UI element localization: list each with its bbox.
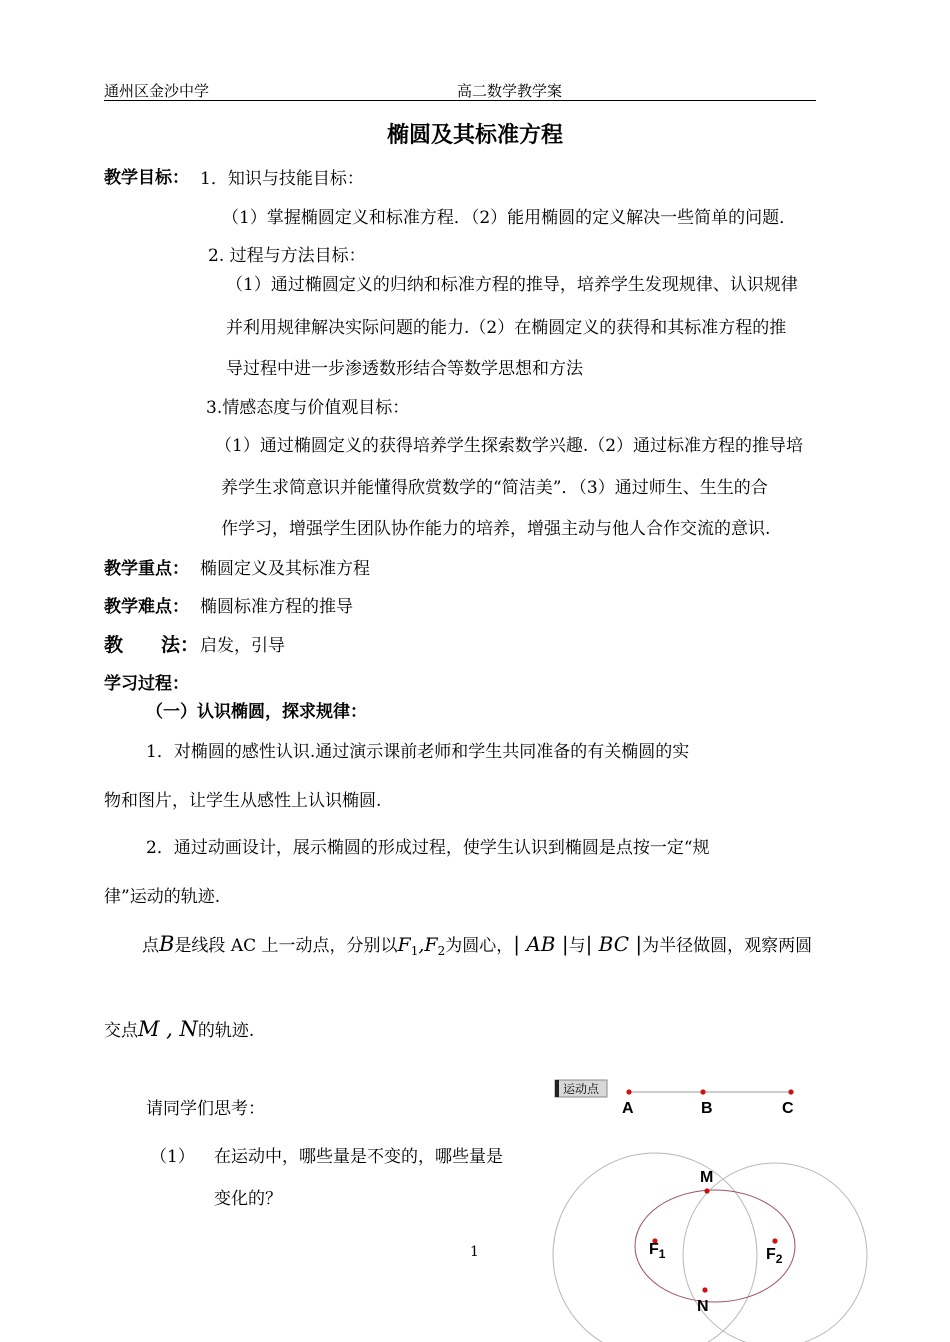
page-number: 1 bbox=[470, 1244, 479, 1260]
point-b[interactable] bbox=[700, 1089, 705, 1094]
label-f1: $F_1$ bbox=[649, 1241, 666, 1261]
knowledge-heading: 1．知识与技能目标： bbox=[200, 169, 364, 189]
label-a: A bbox=[622, 1100, 634, 1117]
para-prefix: 点 bbox=[142, 936, 159, 956]
question-1-line-1: 在运动中，哪些量是不变的，哪些量是 bbox=[214, 1147, 503, 1167]
point-m bbox=[704, 1188, 709, 1193]
question-1-number: （1） bbox=[150, 1147, 195, 1167]
process-heading: 2. 过程与方法目标： bbox=[208, 246, 366, 266]
label-c: C bbox=[782, 1100, 794, 1117]
ellipse-construction-figure bbox=[540, 1070, 870, 1342]
item-2-line-1: 2．通过动画设计，展示椭圆的形成过程，使学生认识到椭圆是点按一定“规 bbox=[146, 838, 710, 858]
point-n bbox=[702, 1287, 707, 1292]
item-1-line-2: 物和图片，让学生从感性上认识椭圆. bbox=[104, 791, 382, 811]
para-mid-2: 为圆心， bbox=[445, 936, 514, 956]
header-school: 通州区金沙中学 bbox=[104, 82, 210, 100]
move-point-button-label: 运动点 bbox=[563, 1082, 600, 1096]
item-2-line-2: 律”运动的轨迹. bbox=[104, 887, 221, 907]
label-m: M bbox=[700, 1169, 714, 1186]
label-f2: $F_2$ bbox=[766, 1246, 783, 1266]
para2-prefix: 交点 bbox=[104, 1021, 138, 1041]
question-1-line-2: 变化的？ bbox=[214, 1189, 282, 1209]
emotion-heading: 3.情感态度与价值观目标： bbox=[206, 398, 410, 418]
item-1-line-1: 1．对椭圆的感性认识.通过演示课前老师和学生共同准备的有关椭圆的实 bbox=[146, 742, 690, 762]
section-1-heading: （一）认识椭圆，探求规律： bbox=[146, 702, 367, 722]
emotion-line-2: 养学生求简意识并能懂得欣赏数学的“简洁美”．（3）通过师生、生生的合 bbox=[221, 478, 768, 498]
para-mid-1: 是线段 AC 上一动点，分别以 bbox=[174, 936, 398, 956]
difficulty-label: 教学难点： bbox=[104, 597, 189, 617]
emotion-line-1: （1）通过椭圆定义的获得培养学生探索数学兴趣.（2）通过标准方程的推导培 bbox=[215, 436, 804, 456]
method-label: 教 法： bbox=[104, 634, 200, 656]
mn-symbol: M , N bbox=[138, 1017, 198, 1041]
para-end: 为半径做圆，观察两圆 bbox=[642, 936, 813, 956]
process-label: 学习过程： bbox=[104, 674, 189, 694]
para2-end: 的轨迹. bbox=[197, 1021, 255, 1041]
abs-bc: | BC | bbox=[585, 932, 643, 956]
point-b-symbol: B bbox=[159, 932, 175, 956]
move-point-button[interactable] bbox=[555, 1080, 607, 1097]
method-text: 启发，引导 bbox=[200, 636, 285, 656]
knowledge-text: （1）掌握椭圆定义和标准方程．（2）能用椭圆的定义解决一些简单的问题． bbox=[222, 208, 797, 228]
focus-2 bbox=[772, 1238, 777, 1243]
process-line-1: （1）通过椭圆定义的归纳和标准方程的推导，培养学生发现规律、认识规律 bbox=[226, 275, 798, 295]
page-title: 椭圆及其标准方程 bbox=[386, 123, 563, 148]
header-doc-type: 高二数学教学案 bbox=[457, 82, 563, 100]
header-rule bbox=[104, 100, 816, 101]
process-line-2: 并利用规律解决实际问题的能力.（2）在椭圆定义的获得和其标准方程的推 bbox=[226, 318, 787, 338]
think-prompt: 请同学们思考： bbox=[146, 1099, 265, 1119]
moving-point-paragraph bbox=[142, 929, 812, 966]
point-a bbox=[626, 1089, 631, 1094]
abs-ab: | AB | bbox=[513, 932, 569, 956]
intersection-paragraph bbox=[104, 1014, 254, 1046]
para-mid-3: 与 bbox=[568, 936, 586, 956]
process-line-3: 导过程中进一步渗透数形结合等数学思想和方法 bbox=[226, 359, 583, 379]
label-b: B bbox=[701, 1100, 713, 1117]
label-n: N bbox=[697, 1298, 709, 1315]
objectives-label: 教学目标： bbox=[104, 168, 189, 188]
difficulty-text: 椭圆标准方程的推导 bbox=[200, 597, 353, 617]
point-c bbox=[788, 1089, 793, 1094]
key-point-text: 椭圆定义及其标准方程 bbox=[200, 559, 370, 579]
key-point-label: 教学重点： bbox=[104, 559, 189, 579]
focus-1-symbol: $F_1,F_2$ bbox=[397, 934, 446, 958]
emotion-line-3: 作学习，增强学生团队协作能力的培养，增强主动与他人合作交流的意识. bbox=[221, 519, 771, 539]
